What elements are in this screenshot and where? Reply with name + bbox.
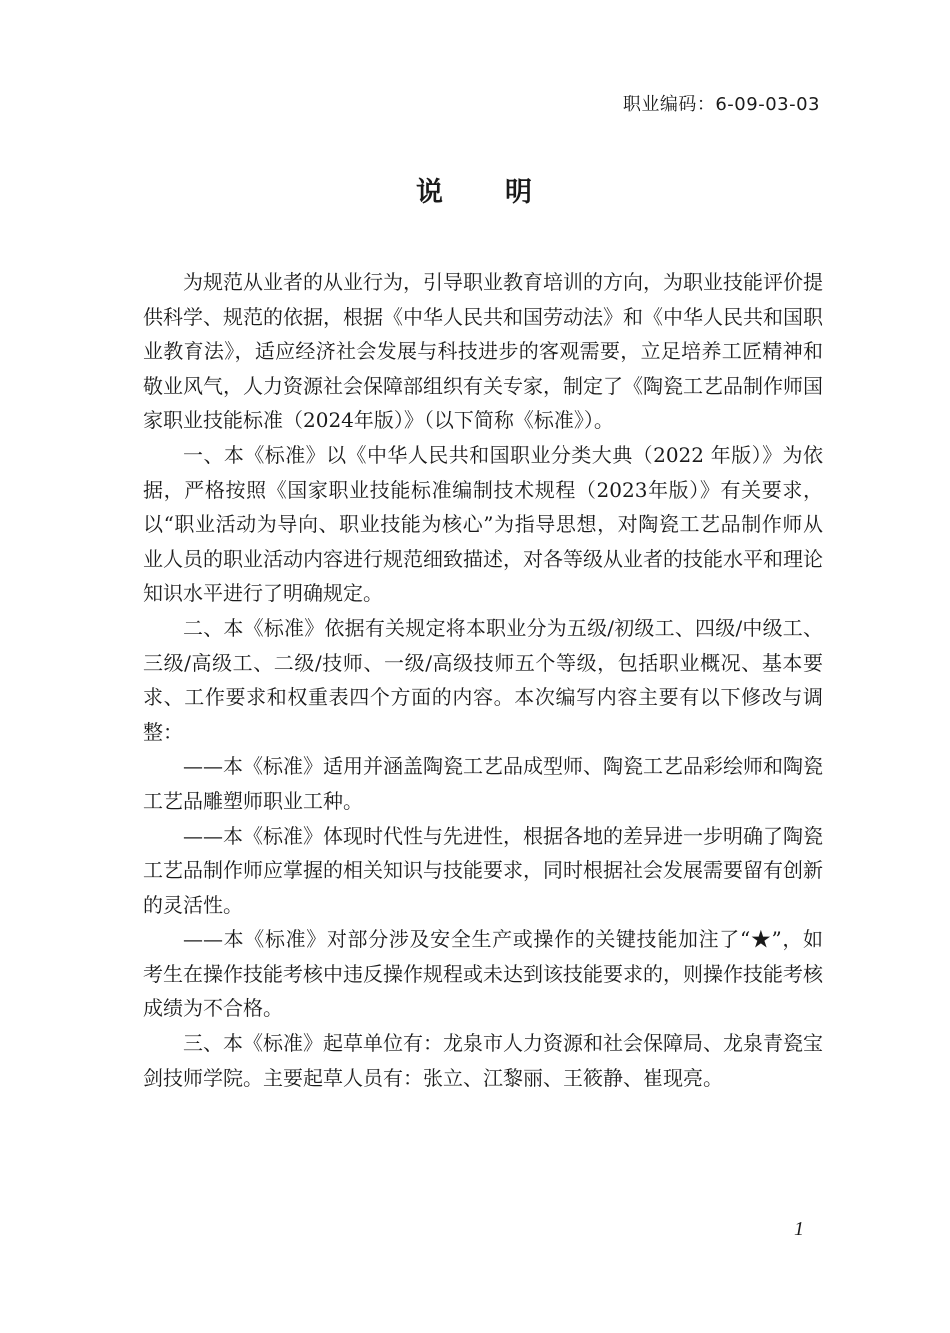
page-title-part-1: 说 xyxy=(416,177,445,208)
paragraph-section-1: 一、本《标准》以《中华人民共和国职业分类大典（2022 年版）》为依据，严格按照《国家职业技能标准编制技术规程（2023年版）》有关要求，以“职业活动为导向、职业技能为核心”为指导思想，对陶瓷工艺品制作师从业人员的职业活动内容进行规范细致描述，对各等级从业者的技能水平和理论知识水平进行了明确规定。 xyxy=(143,442,823,606)
paragraph-bullet-3: ——本《标准》对部分涉及安全生产或操作的关键技能加注了“★”，如考生在操作技能考核中违反操作规程或未达到该技能要求的，则操作技能考核成绩为不合格。 xyxy=(143,927,823,1021)
paragraph-bullet-1: ——本《标准》适用并涵盖陶瓷工艺品成型师、陶瓷工艺品彩绘师和陶瓷工艺品雕塑师职业工种。 xyxy=(143,754,823,813)
occupation-code: 职业编码：6-09-03-03 xyxy=(622,94,820,115)
page-number: 1 xyxy=(794,1218,804,1240)
paragraph-section-3: 三、本《标准》起草单位有：龙泉市人力资源和社会保障局、龙泉青瓷宝剑技师学院。主要起草人员有：张立、江黎丽、王筱静、崔现亮。 xyxy=(143,1031,823,1090)
paragraph-bullet-2: ——本《标准》体现时代性与先进性，根据各地的差异进一步明确了陶瓷工艺品制作师应掌握的相关知识与技能要求，同时根据社会发展需要留有创新的灵活性。 xyxy=(143,823,823,917)
paragraph-intro: 为规范从业者的从业行为，引导职业教育培训的方向，为职业技能评价提供科学、规范的依据，根据《中华人民共和国劳动法》和《中华人民共和国职业教育法》，适应经济社会发展与科技进步的客观需要，立足培养工匠精神和敬业风气，人力资源社会保障部组织有关专家，制定了《陶瓷工艺品制作师国家职业技能标准（2024年版）》（以下简称《标准》）。 xyxy=(143,270,823,433)
page-title-part-2: 明 xyxy=(505,177,534,208)
page-title xyxy=(0,170,950,209)
paragraph-section-2: 二、本《标准》依据有关规定将本职业分为五级/初级工、四级/中级工、三级/高级工、二级/技师、一级/高级技师五个等级，包括职业概况、基本要求、工作要求和权重表四个方面的内容。本次编写内容主要有以下修改与调整： xyxy=(143,615,823,744)
document-body xyxy=(143,265,823,1095)
